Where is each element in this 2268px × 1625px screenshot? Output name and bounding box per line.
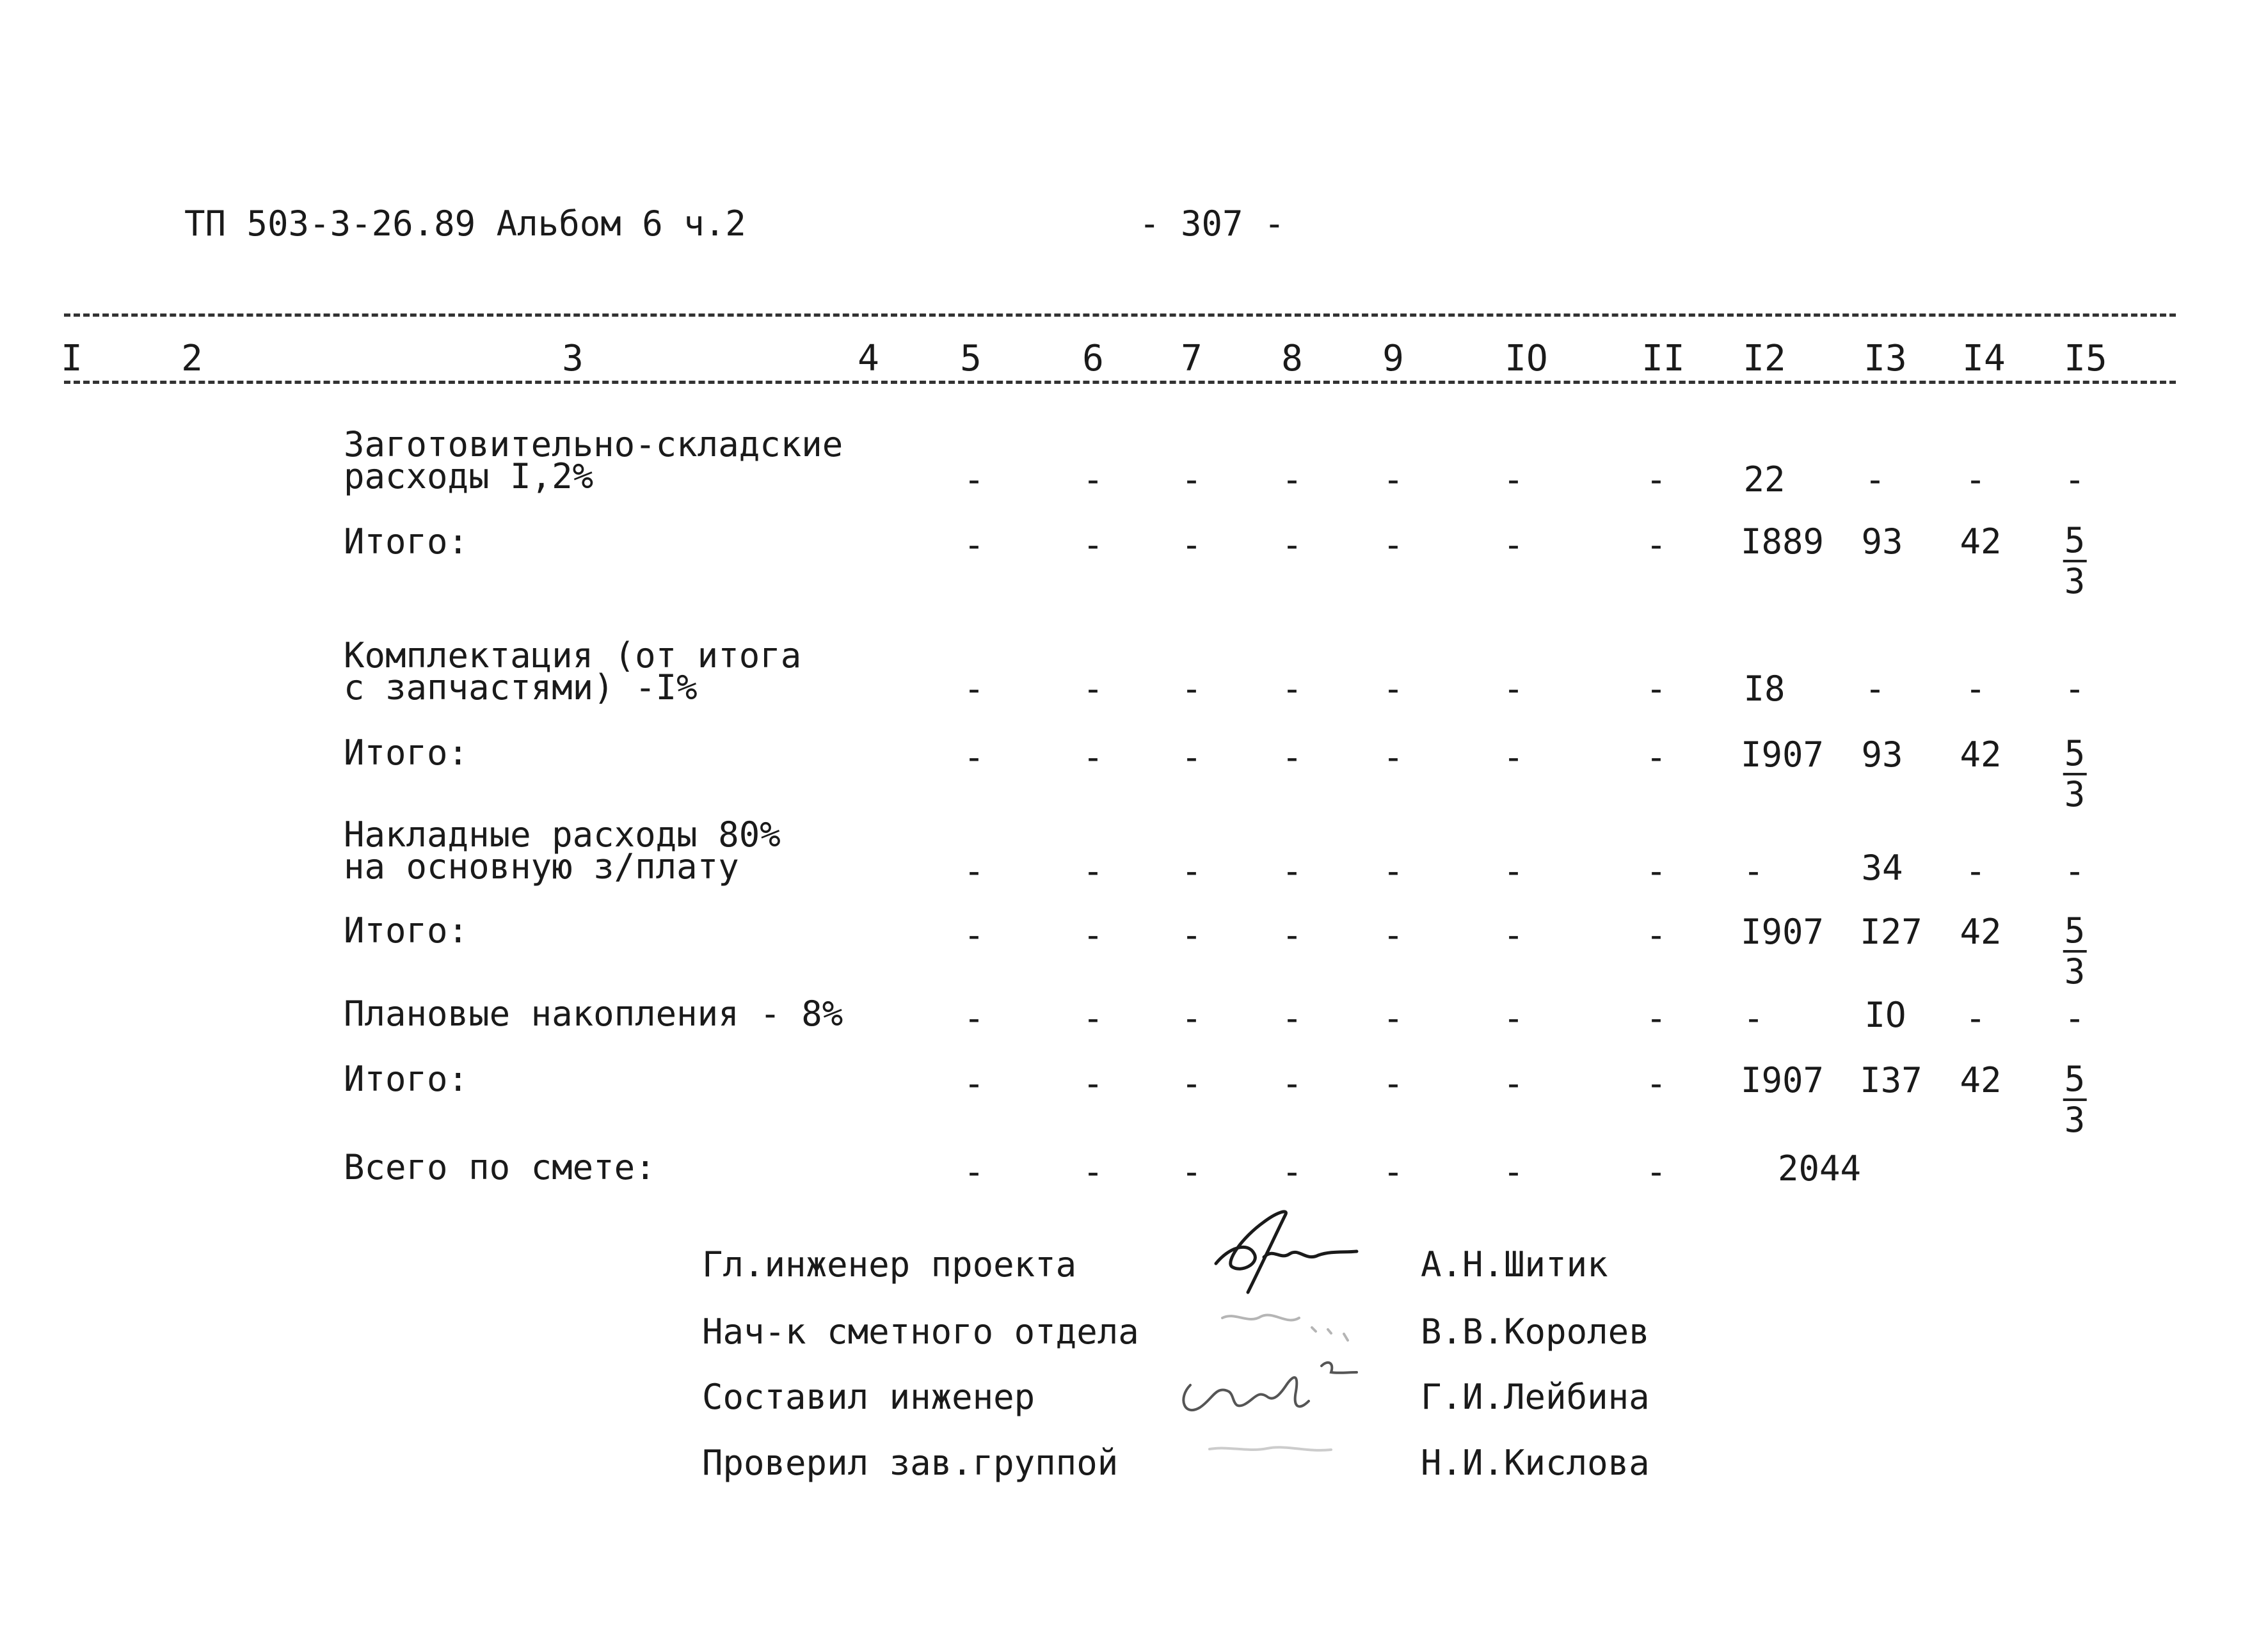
table-cell: - — [1645, 915, 1667, 955]
table-cell: - — [1503, 1152, 1524, 1192]
fraction-denominator: 3 — [2064, 561, 2086, 601]
table-cell: - — [1864, 669, 1886, 709]
table-cell: 42 — [1960, 1060, 2002, 1100]
fraction-denominator: 3 — [2064, 951, 2086, 992]
table-cell: I907 — [1740, 912, 1825, 952]
fraction-cell — [2063, 521, 2087, 601]
column-number-11: II — [1641, 338, 1685, 379]
signature-mark-chief-engineer — [1203, 1203, 1370, 1305]
table-cell: - — [2064, 459, 2086, 500]
description-line: Комплектация (от итога — [344, 635, 802, 676]
table-cell: - — [1382, 851, 1404, 891]
table-cell: - — [1082, 525, 1104, 565]
table-cell: - — [2064, 851, 2086, 891]
table-cell: - — [1181, 915, 1202, 955]
table-cell: - — [1743, 851, 1764, 891]
signatory-name: Н.И.Кислова — [1421, 1443, 1650, 1483]
table-cell: I8 — [1743, 669, 1785, 709]
row-description — [344, 814, 781, 887]
row-description — [344, 424, 843, 496]
table-cell: - — [1382, 998, 1404, 1038]
column-number-15: I5 — [2064, 338, 2107, 379]
table-cell: I907 — [1740, 1060, 1825, 1100]
table-cell: - — [1645, 851, 1667, 891]
table-cell: - — [1281, 851, 1303, 891]
signature-role: Нач-к сметного отдела — [702, 1312, 1139, 1352]
header-dashed-rule — [64, 381, 2176, 384]
table-cell: - — [1181, 737, 1202, 777]
table-cell: - — [1503, 1063, 1524, 1104]
table-cell: - — [2064, 669, 2086, 709]
table-cell: - — [1503, 525, 1524, 565]
table-cell: - — [1645, 998, 1667, 1038]
table-cell: - — [1281, 737, 1303, 777]
column-number-3: 3 — [562, 338, 584, 379]
table-cell: - — [1503, 669, 1524, 709]
signatory-name: А.Н.Шитик — [1421, 1244, 1608, 1285]
table-cell: - — [1503, 998, 1524, 1038]
description-line: расходы I,2% — [344, 456, 594, 496]
table-cell: - — [1382, 459, 1404, 500]
table-cell: - — [1082, 1063, 1104, 1104]
table-cell: - — [1281, 998, 1303, 1038]
table-cell: - — [1281, 1063, 1303, 1104]
table-cell: - — [1082, 851, 1104, 891]
fraction-numerator: 5 — [2063, 1060, 2087, 1101]
table-cell: - — [1965, 998, 1986, 1038]
table-cell: - — [1645, 737, 1667, 777]
table-cell: - — [963, 915, 985, 955]
table-cell: I907 — [1740, 734, 1825, 775]
table-cell: - — [1181, 669, 1202, 709]
row-description — [344, 1147, 656, 1187]
table-cell: - — [1281, 459, 1303, 500]
description-line: Накладные расходы 80% — [344, 814, 781, 855]
table-cell: - — [1645, 1063, 1667, 1104]
description-line: Заготовительно-складские — [344, 424, 843, 464]
table-cell: - — [1503, 915, 1524, 955]
table-cell: - — [1645, 525, 1667, 565]
table-cell: - — [1503, 459, 1524, 500]
table-cell: - — [1281, 1152, 1303, 1192]
signature-mark-group-head — [1203, 1433, 1357, 1471]
table-cell: 93 — [1861, 521, 1903, 562]
row-description — [344, 733, 469, 773]
document-code: ТП 503-3-26.89 Альбом 6 ч.2 — [184, 203, 746, 244]
table-cell: - — [1645, 669, 1667, 709]
column-number-6: 6 — [1082, 338, 1104, 379]
fraction-cell — [2063, 1060, 2087, 1139]
table-cell: - — [1082, 915, 1104, 955]
description-line: с запчастями) -I% — [344, 667, 698, 708]
signature-role: Проверил зав.группой — [702, 1443, 1119, 1483]
description-line: Итого: — [344, 910, 469, 951]
row-description — [344, 635, 802, 708]
table-cell: - — [1382, 1152, 1404, 1192]
row-description — [344, 521, 469, 562]
description-line: на основную з/плату — [344, 846, 739, 887]
column-number-10: IO — [1505, 338, 1548, 379]
fraction-cell — [2063, 734, 2087, 814]
fraction-numerator: 5 — [2063, 521, 2087, 562]
column-number-9: 9 — [1382, 338, 1404, 379]
table-cell: - — [1382, 669, 1404, 709]
description-line: Итого: — [344, 521, 469, 562]
signature-role: Гл.инженер проекта — [702, 1244, 1077, 1285]
table-cell: - — [1281, 525, 1303, 565]
grand-total: 2044 — [1777, 1148, 1862, 1189]
description-line: Всего по смете: — [344, 1147, 656, 1187]
signatory-name: Г.И.Лейбина — [1421, 1377, 1650, 1417]
table-cell: IO — [1864, 995, 1906, 1035]
fraction-denominator: 3 — [2064, 774, 2086, 814]
table-cell: - — [1082, 1152, 1104, 1192]
fraction-denominator: 3 — [2064, 1100, 2086, 1140]
table-cell: 93 — [1861, 734, 1903, 775]
table-cell: - — [963, 1152, 985, 1192]
table-cell: I889 — [1740, 521, 1825, 562]
table-cell: - — [1082, 737, 1104, 777]
table-cell: - — [963, 851, 985, 891]
table-cell: - — [1503, 737, 1524, 777]
table-cell: - — [1382, 525, 1404, 565]
description-line: Итого: — [344, 1059, 469, 1099]
table-cell: - — [1082, 669, 1104, 709]
fraction-cell — [2063, 912, 2087, 991]
column-number-14: I4 — [1962, 338, 2006, 379]
table-cell: 42 — [1960, 521, 2002, 562]
table-cell: - — [1864, 459, 1886, 500]
signature-role: Составил инженер — [702, 1377, 1035, 1417]
page-number: - 307 - — [1139, 203, 1285, 244]
table-cell: - — [1082, 459, 1104, 500]
column-number-13: I3 — [1864, 338, 1907, 379]
table-cell: - — [963, 525, 985, 565]
table-cell: - — [1382, 915, 1404, 955]
signatory-name: В.В.Королев — [1421, 1312, 1650, 1352]
description-line: Плановые накопления - 8% — [344, 994, 843, 1034]
table-cell: 22 — [1743, 459, 1785, 500]
signature-mark-engineer — [1171, 1347, 1363, 1436]
column-number-1: I — [61, 338, 83, 379]
top-dashed-rule — [64, 313, 2176, 317]
fraction-numerator: 5 — [2063, 734, 2087, 775]
table-cell: I37 — [1860, 1060, 1922, 1100]
table-cell: - — [1181, 1063, 1202, 1104]
table-cell: - — [1181, 525, 1202, 565]
fraction-numerator: 5 — [2063, 912, 2087, 953]
row-description — [344, 910, 469, 951]
table-cell: - — [1281, 915, 1303, 955]
table-cell: - — [1382, 737, 1404, 777]
table-cell: 42 — [1960, 734, 2002, 775]
table-cell: - — [1965, 669, 1986, 709]
table-cell: - — [1965, 851, 1986, 891]
table-cell: - — [1503, 851, 1524, 891]
table-cell: - — [1281, 669, 1303, 709]
table-cell: - — [1743, 998, 1764, 1038]
table-cell: - — [1645, 1152, 1667, 1192]
table-cell: - — [1181, 1152, 1202, 1192]
column-number-5: 5 — [960, 338, 982, 379]
table-cell: I27 — [1860, 912, 1922, 952]
table-cell: - — [1082, 998, 1104, 1038]
table-cell: - — [1965, 459, 1986, 500]
column-number-7: 7 — [1181, 338, 1202, 379]
column-number-2: 2 — [181, 338, 203, 379]
table-cell: - — [2064, 998, 2086, 1038]
table-cell: - — [963, 459, 985, 500]
table-cell: - — [963, 737, 985, 777]
table-cell: - — [1382, 1063, 1404, 1104]
column-number-4: 4 — [858, 338, 879, 379]
table-cell: 42 — [1960, 912, 2002, 952]
column-number-8: 8 — [1281, 338, 1303, 379]
description-line: Итого: — [344, 733, 469, 773]
row-description — [344, 1059, 469, 1099]
table-cell: - — [963, 1063, 985, 1104]
row-description — [344, 994, 843, 1034]
table-cell: - — [1645, 459, 1667, 500]
table-cell: - — [1181, 998, 1202, 1038]
table-cell: - — [1181, 851, 1202, 891]
table-cell: - — [1181, 459, 1202, 500]
table-cell: - — [963, 998, 985, 1038]
column-number-12: I2 — [1743, 338, 1786, 379]
table-cell: - — [963, 669, 985, 709]
table-cell: 34 — [1861, 848, 1903, 888]
